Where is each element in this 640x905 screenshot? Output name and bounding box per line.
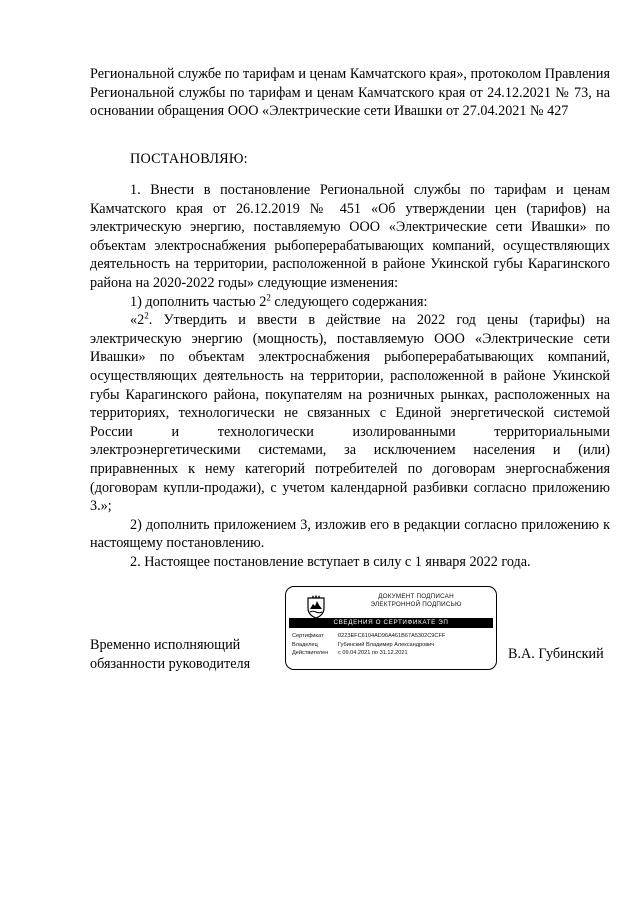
intro-paragraph xyxy=(90,65,610,121)
signatory-name: В.А. Губинский xyxy=(508,646,604,662)
subitem-1-sup: 2 xyxy=(266,291,271,302)
stamp-details xyxy=(292,632,445,658)
quoted-part-sup: 2 xyxy=(144,310,149,321)
item-2: 2. Настоящее постановление вступает в силу с 1 января 2022 года. xyxy=(130,553,531,570)
decree-heading: ПОСТАНОВЛЯЮ: xyxy=(130,151,248,167)
stamp-title xyxy=(346,593,486,609)
signatory-position xyxy=(90,636,250,673)
stamp-valid-value: с 09.04.2021 по 31.12.2021 xyxy=(338,650,408,656)
quoted-part-text: . Утвердить и ввести в действие на 2022 год цены (тарифы) на электрическую энергию (мощность), поставляемую ООО «Электрические сети Ивашки» по объектам электроснабжения рыбоперерабатывающих компаний, осуществляющих деятельность на территории, расположенной в районе Укинской губы Карагинского района, покупателям на розничных рынках, расположенных на территориях, технологически не связанных с Единой энергетической системой России и технологически изолированными территориальными электроэнергетическими системами, за исключением населения и (или) приравненных к нему категорий потребителей по договорам энергоснабжения (договорам купли-продажи), с учетом календарной разбивки согласно приложению 3.»; xyxy=(90,312,610,515)
stamp-title-line2: ЭЛЕКТРОННОЙ ПОДПИСЬЮ xyxy=(370,601,462,608)
intro-text: Региональной службе по тарифам и ценам Камчатского края», протоколом Правления Региональной службы по тарифам и ценам Камчатского края от 24.12.2021 № 73, на основании обращения ООО «Электрические сети Ивашки от 27.04.2021 № 427 xyxy=(90,66,610,120)
stamp-owner-label: Владелец xyxy=(292,641,318,648)
stamp-valid-label: Действителен xyxy=(292,650,329,656)
quoted-part xyxy=(90,311,610,516)
subitem-1-post: следующего содержания: xyxy=(270,293,428,310)
stamp-title-line1: ДОКУМЕНТ ПОДПИСАН xyxy=(378,593,454,600)
quoted-part-pre: «2 xyxy=(130,312,145,329)
stamp-certificate-bar: СВЕДЕНИЯ О СЕРТИФИКАТЕ ЭП xyxy=(289,618,493,628)
stamp-row-validity xyxy=(292,649,445,658)
stamp-owner-value: Губинский Владимир Александрович xyxy=(338,641,435,648)
stamp-row-certificate xyxy=(292,632,445,641)
subitem-2: 2) дополнить приложением 3, изложив его в редакции согласно приложению к настоящему постановлению. xyxy=(90,516,610,552)
decree-body xyxy=(90,181,610,571)
stamp-cert-value: 0223ЕFC6104AD96A461B67A5302C9CFF xyxy=(338,633,446,639)
stamp-row-owner xyxy=(292,641,445,650)
kamchatka-coat-of-arms-icon xyxy=(304,595,328,619)
electronic-signature-stamp xyxy=(285,586,497,670)
subitem-1 xyxy=(90,293,610,312)
signatory-position-line2: обязанности руководителя xyxy=(90,655,251,672)
item-1: 1. Внести в постановление Региональной службы по тарифам и ценам Камчатского края от 26.12.2019 № 451 «Об утверждении цен (тарифов) на электрическую энергию, поставляемую ООО «Электрические сети Ивашки» по объектам электроснабжения рыбоперерабатывающих компаний, осуществляющих деятельность на территории, расположенной в районе Укинской губы Карагинского района на 2020-2022 годы» следующие изменения: xyxy=(90,182,610,291)
signatory-position-line1: Временно исполняющий xyxy=(90,637,241,653)
subitem-1-pre: 1) дополнить частью 2 xyxy=(130,293,267,310)
stamp-cert-label: Сертификат xyxy=(292,633,324,639)
